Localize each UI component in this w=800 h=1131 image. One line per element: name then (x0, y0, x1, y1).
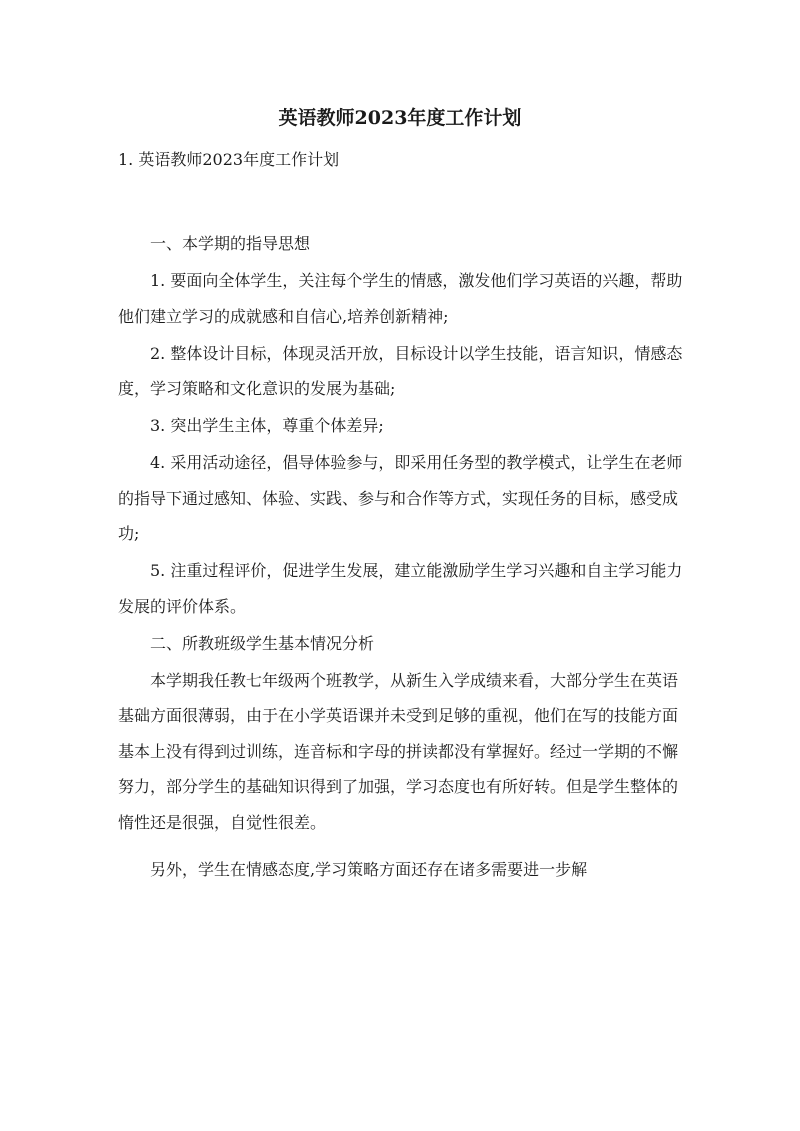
paragraph: 2. 整体设计目标，体现灵活开放，目标设计以学生技能，语言知识，情感态度，学习策略和文化意识的发展为基础; (118, 343, 683, 398)
paragraph: 本学期我任教七年级两个班教学，从新生入学成绩来看，大部分学生在英语基础方面很薄弱，由于在小学英语课并未受到足够的重视，他们在写的技能方面基本上没有得到过训练，连音标和字母的拼读都没有掌握好。经过一学期的不懈努力，部分学生的基础知识得到了加强，学习态度也有所好转。但是学生整体的惰性还是很强，自觉性很差。 (118, 670, 679, 832)
section-heading: 二、所教班级学生基本情况分析 (150, 633, 375, 653)
section-heading: 一、本学期的指导思想 (150, 234, 311, 253)
paragraph: 另外，学生在情感态度,学习策略方面还存在诸多需要进一步解 (150, 860, 588, 879)
paragraph: 3. 突出学生主体，尊重个体差异; (150, 416, 384, 435)
document-subtitle: 1. 英语教师2023年度工作计划 (118, 150, 340, 169)
paragraph: 1. 要面向全体学生，关注每个学生的情感，激发他们学习英语的兴趣，帮助他们建立学习的成就感和自信心,培养创新精神; (118, 271, 683, 326)
paragraph: 5. 注重过程评价，促进学生发展，建立能激励学生学习兴趣和自主学习能力发展的评价体系。 (118, 561, 683, 616)
document-title: 英语教师2023年度工作计划 (278, 107, 522, 129)
document-body (118, 226, 684, 889)
paragraph: 4. 采用活动途径，倡导体验参与，即采用任务型的教学模式，让学生在老师的指导下通过感知、体验、实践、参与和合作等方式，实现任务的目标，感受成功; (118, 453, 683, 543)
